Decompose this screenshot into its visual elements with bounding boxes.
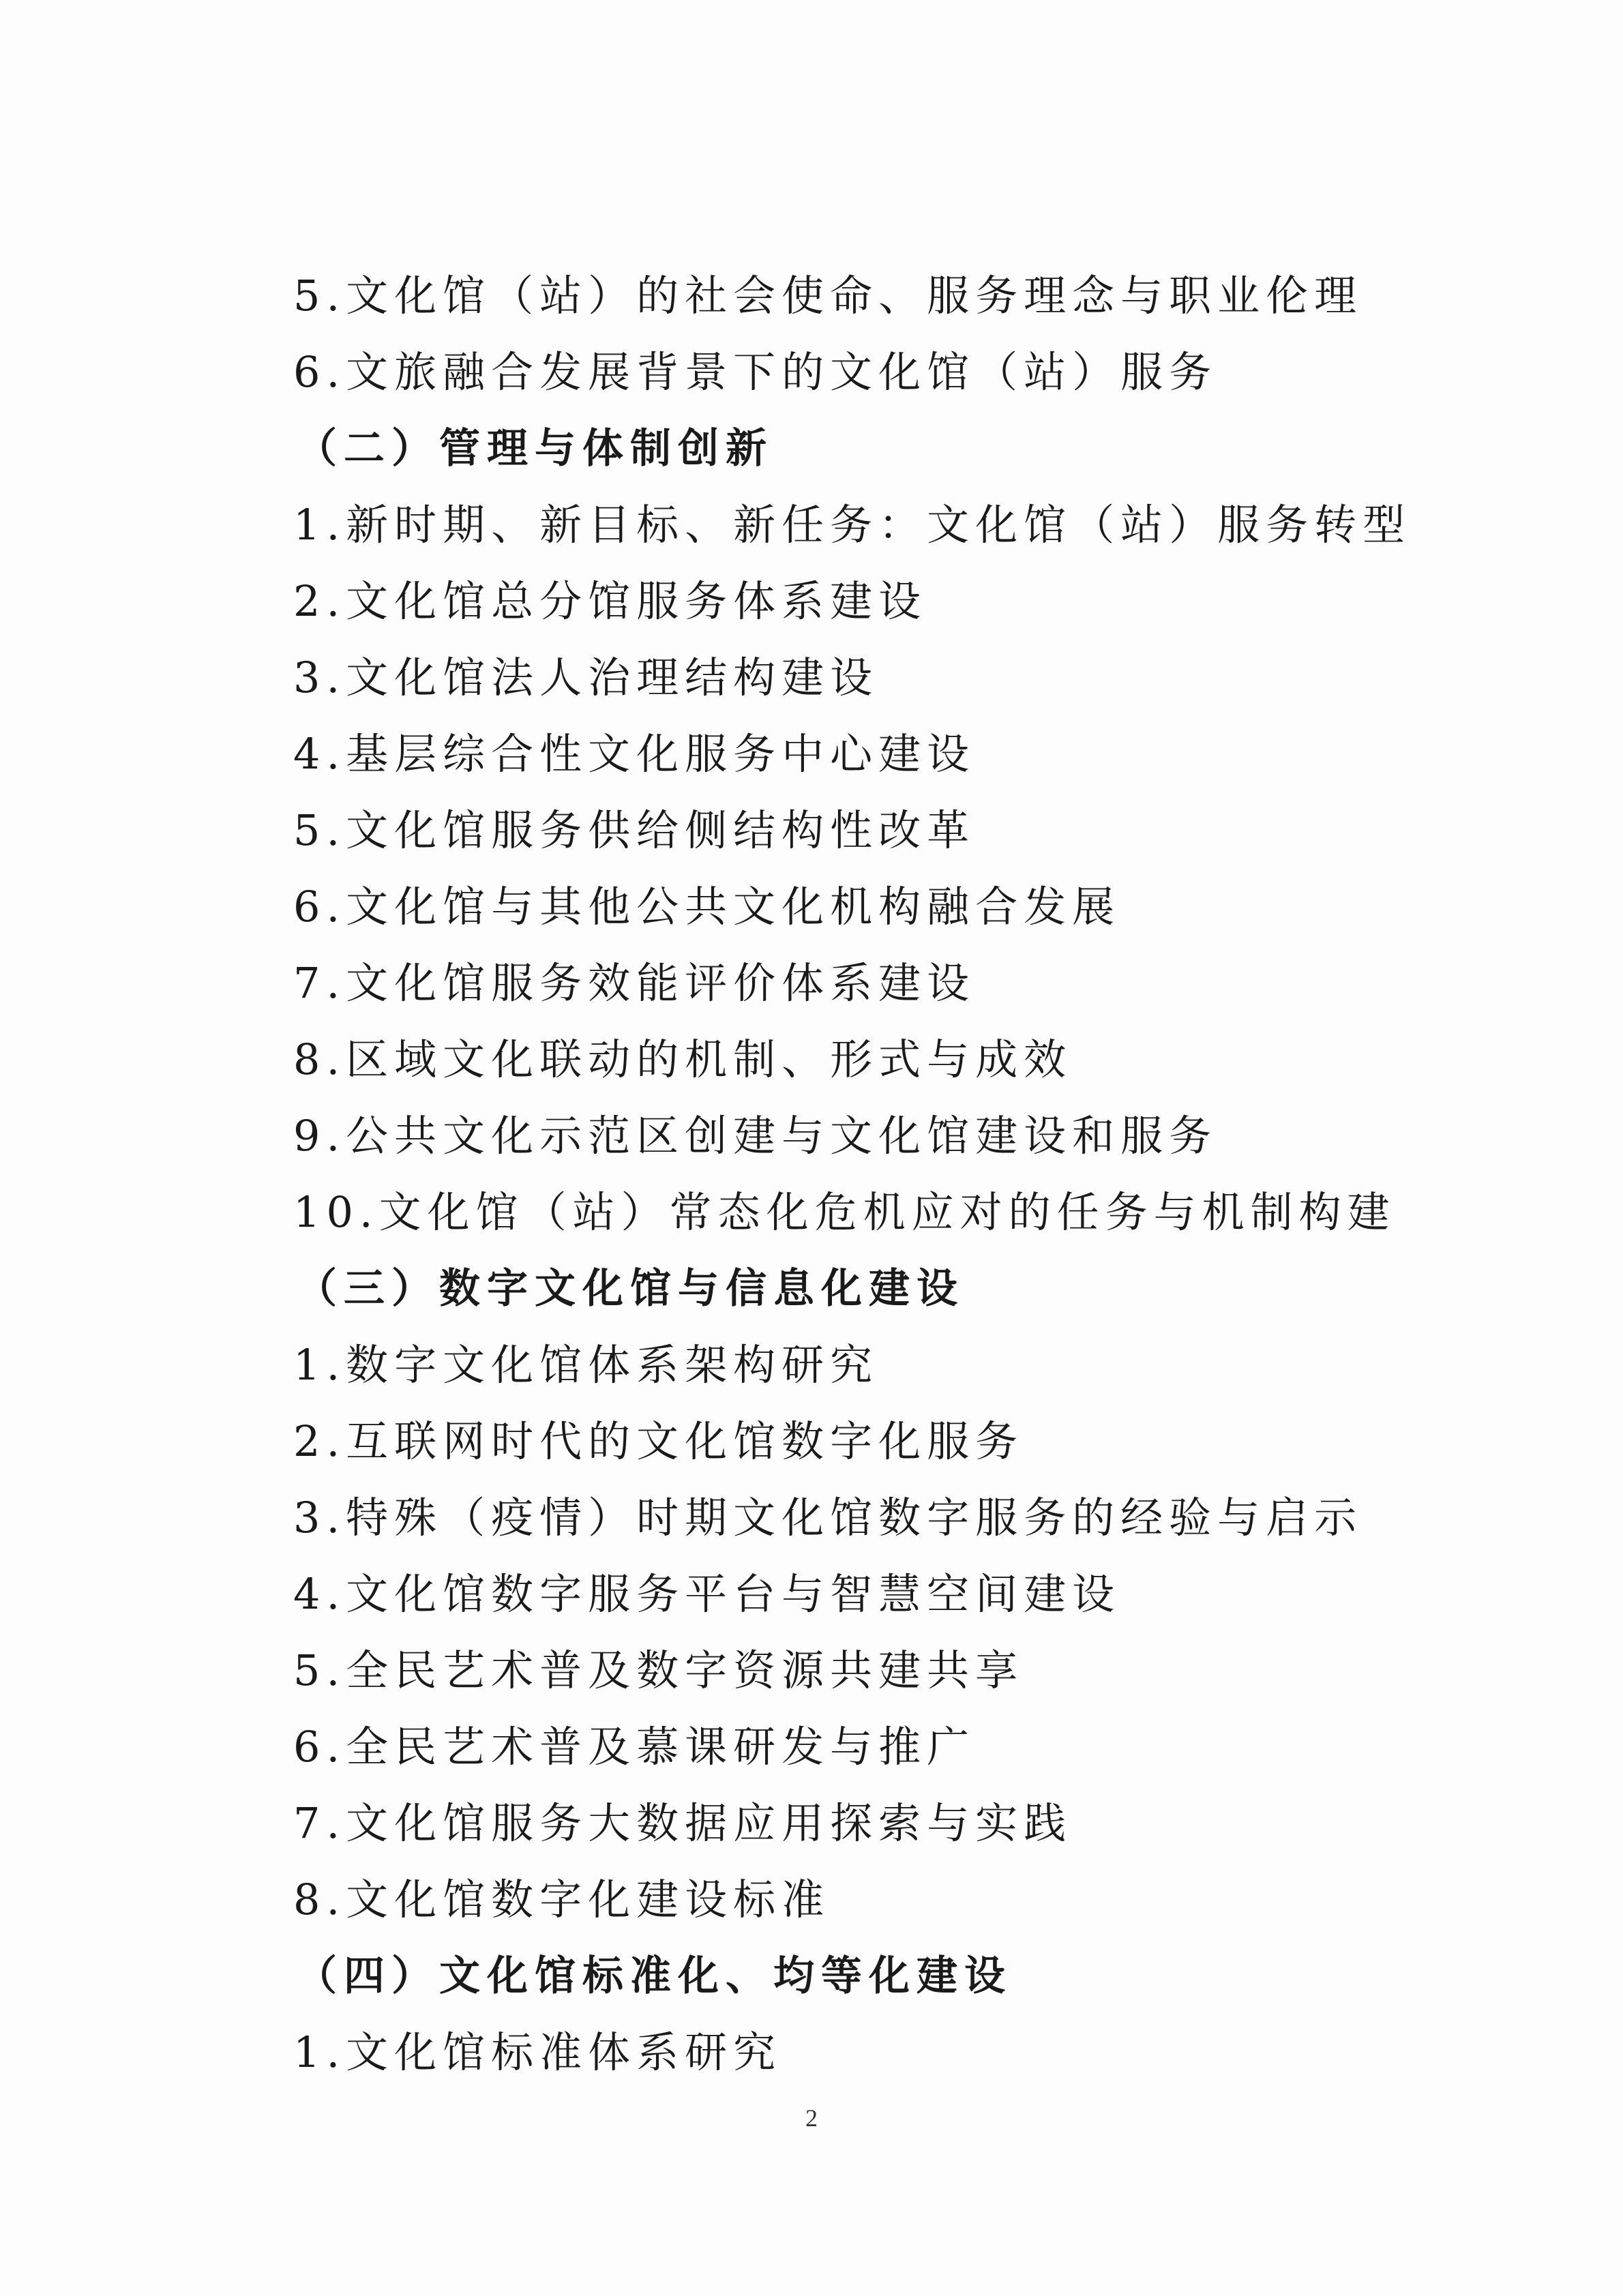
list-item: 5.文化馆服务供给侧结构性改革 <box>293 805 976 855</box>
list-item: 9.公共文化示范区创建与文化馆建设和服务 <box>293 1111 1218 1161</box>
list-item: 3.特殊（疫情）时期文化馆数字服务的经验与启示 <box>293 1493 1363 1542</box>
list-item: 6.全民艺术普及慕课研发与推广 <box>293 1722 976 1772</box>
list-item: 5.全民艺术普及数字资源共建共享 <box>293 1645 1024 1695</box>
page-number: 2 <box>805 2104 818 2132</box>
section-heading: （三）数字文化馆与信息化建设 <box>296 1265 964 1313</box>
list-item: 1.文化馆标准体系研究 <box>293 2027 782 2077</box>
list-item: 5.文化馆（站）的社会使命、服务理念与职业伦理 <box>293 271 1363 320</box>
list-item: 2.文化馆总分馆服务体系建设 <box>293 576 927 626</box>
list-item: 1.数字文化馆体系架构研究 <box>293 1340 879 1390</box>
list-item: 4.基层综合性文化服务中心建设 <box>293 729 976 779</box>
list-item: 8.文化馆数字化建设标准 <box>293 1875 831 1924</box>
list-item: 8.区域文化联动的机制、形式与成效 <box>293 1034 1073 1084</box>
list-item: 7.文化馆服务效能评价体系建设 <box>293 958 976 1008</box>
section-heading: （四）文化馆标准化、均等化建设 <box>296 1952 1012 2000</box>
section-heading: （二）管理与体制创新 <box>296 425 773 473</box>
list-item: 2.互联网时代的文化馆数字化服务 <box>293 1416 1024 1466</box>
list-item: 6.文化馆与其他公共文化机构融合发展 <box>293 882 1121 931</box>
list-item: 3.文化馆法人治理结构建设 <box>293 653 879 702</box>
list-item: 7.文化馆服务大数据应用探索与实践 <box>293 1798 1073 1848</box>
list-item: 6.文旅融合发展背景下的文化馆（站）服务 <box>293 347 1218 397</box>
list-item: 10.文化馆（站）常态化危机应对的任务与机制构建 <box>293 1187 1396 1237</box>
list-item: 1.新时期、新目标、新任务：文化馆（站）服务转型 <box>293 500 1412 550</box>
list-item: 4.文化馆数字服务平台与智慧空间建设 <box>293 1569 1121 1619</box>
document-body <box>293 258 1412 2091</box>
